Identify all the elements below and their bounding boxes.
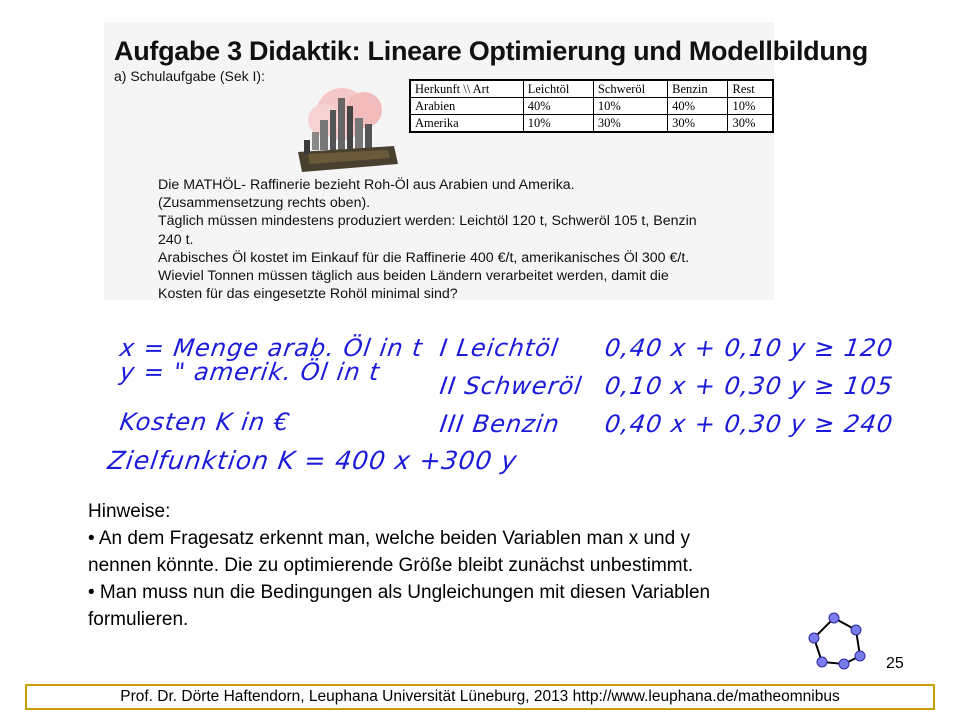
hint-line: • An dem Fragesatz erkennt man, welche beiden Variablen man x und y (88, 528, 690, 549)
table-cell: Amerika (410, 115, 523, 133)
hint-line: formulieren. (88, 609, 189, 630)
city-skyline-illustration (294, 80, 402, 176)
table-cell: 10% (523, 115, 593, 133)
handwritten-variable-x: x = Menge arab. Öl in t (118, 334, 425, 362)
handwritten-constraint-label: II Schweröl (438, 372, 585, 400)
handwritten-constraint-inequality: 0,40 x + 0,30 y ≥ 240 (603, 410, 896, 438)
task-line: (Zusammensetzung rechts oben). (158, 195, 371, 212)
task-title: Aufgabe 3 Didaktik: Lineare Optimierung und Modellbildung (114, 36, 868, 66)
hint-line: nennen könnte. Die zu optimierende Größe bleibt zunächst unbestimmt. (88, 555, 694, 576)
table-header-row (410, 80, 773, 98)
table-cell: 10% (728, 98, 773, 115)
task-text (158, 176, 718, 303)
table-header-cell: Herkunft \\ Art (410, 80, 523, 98)
table-cell: 30% (668, 115, 728, 133)
handwritten-objective-function: Zielfunktion K = 400 x +300 y (105, 446, 520, 475)
scanned-task-image (104, 22, 868, 303)
oil-composition-table (409, 79, 774, 133)
handwritten-constraint-label: I Leichtöl (438, 334, 561, 362)
handwritten-constraint-inequality: 0,10 x + 0,30 y ≥ 105 (603, 372, 896, 400)
footer-citation: Prof. Dr. Dörte Haftendorn, Leuphana Universität Lüneburg, 2013 http://www.leuphana.de/matheomnibus (25, 684, 935, 710)
table-cell: 10% (593, 98, 667, 115)
task-line: Täglich müssen mindestens produziert werden: Leichtöl 120 t, Schweröl 105 t, Benzin (158, 213, 697, 230)
task-line: 240 t. (158, 231, 194, 248)
task-line: Kosten für das eingesetzte Rohöl minimal sind? (158, 286, 458, 303)
hints-block (88, 498, 878, 633)
table-cell: 40% (523, 98, 593, 115)
table-header-cell: Rest (728, 80, 773, 98)
handwritten-constraint-inequality: 0,40 x + 0,10 y ≥ 120 (603, 334, 896, 362)
table-cell: Arabien (410, 98, 523, 115)
task-line: Arabisches Öl kostet im Einkauf für die Raffinerie 400 €/t, amerikanisches Öl 300 €/t. (158, 249, 690, 266)
table-cell: 30% (728, 115, 773, 133)
task-line: Die MATHÖL- Raffinerie bezieht Roh-Öl aus Arabien und Amerika. (158, 177, 575, 193)
matheomnibus-logo (808, 612, 870, 670)
table-row (410, 115, 773, 133)
table-header-cell: Leichtöl (523, 80, 593, 98)
table-header-cell: Schweröl (593, 80, 667, 98)
table-row (410, 98, 773, 115)
table-header-cell: Benzin (668, 80, 728, 98)
task-subtitle: a) Schulaufgabe (Sek I): (114, 68, 265, 84)
hint-line: • Man muss nun die Bedingungen als Ungleichungen mit diesen Variablen (88, 582, 711, 603)
task-line: Wieviel Tonnen müssen täglich aus beiden Ländern verarbeitet werden, damit die (158, 268, 669, 285)
handwritten-cost-definition: Kosten K in € (118, 408, 293, 436)
page-number: 25 (886, 655, 904, 672)
handwritten-constraint-label: III Benzin (438, 410, 562, 438)
table-cell: 40% (668, 98, 728, 115)
handwritten-variable-y: y = " amerik. Öl in t (118, 358, 382, 386)
table-cell: 30% (593, 115, 667, 133)
hints-heading: Hinweise: (88, 501, 171, 522)
